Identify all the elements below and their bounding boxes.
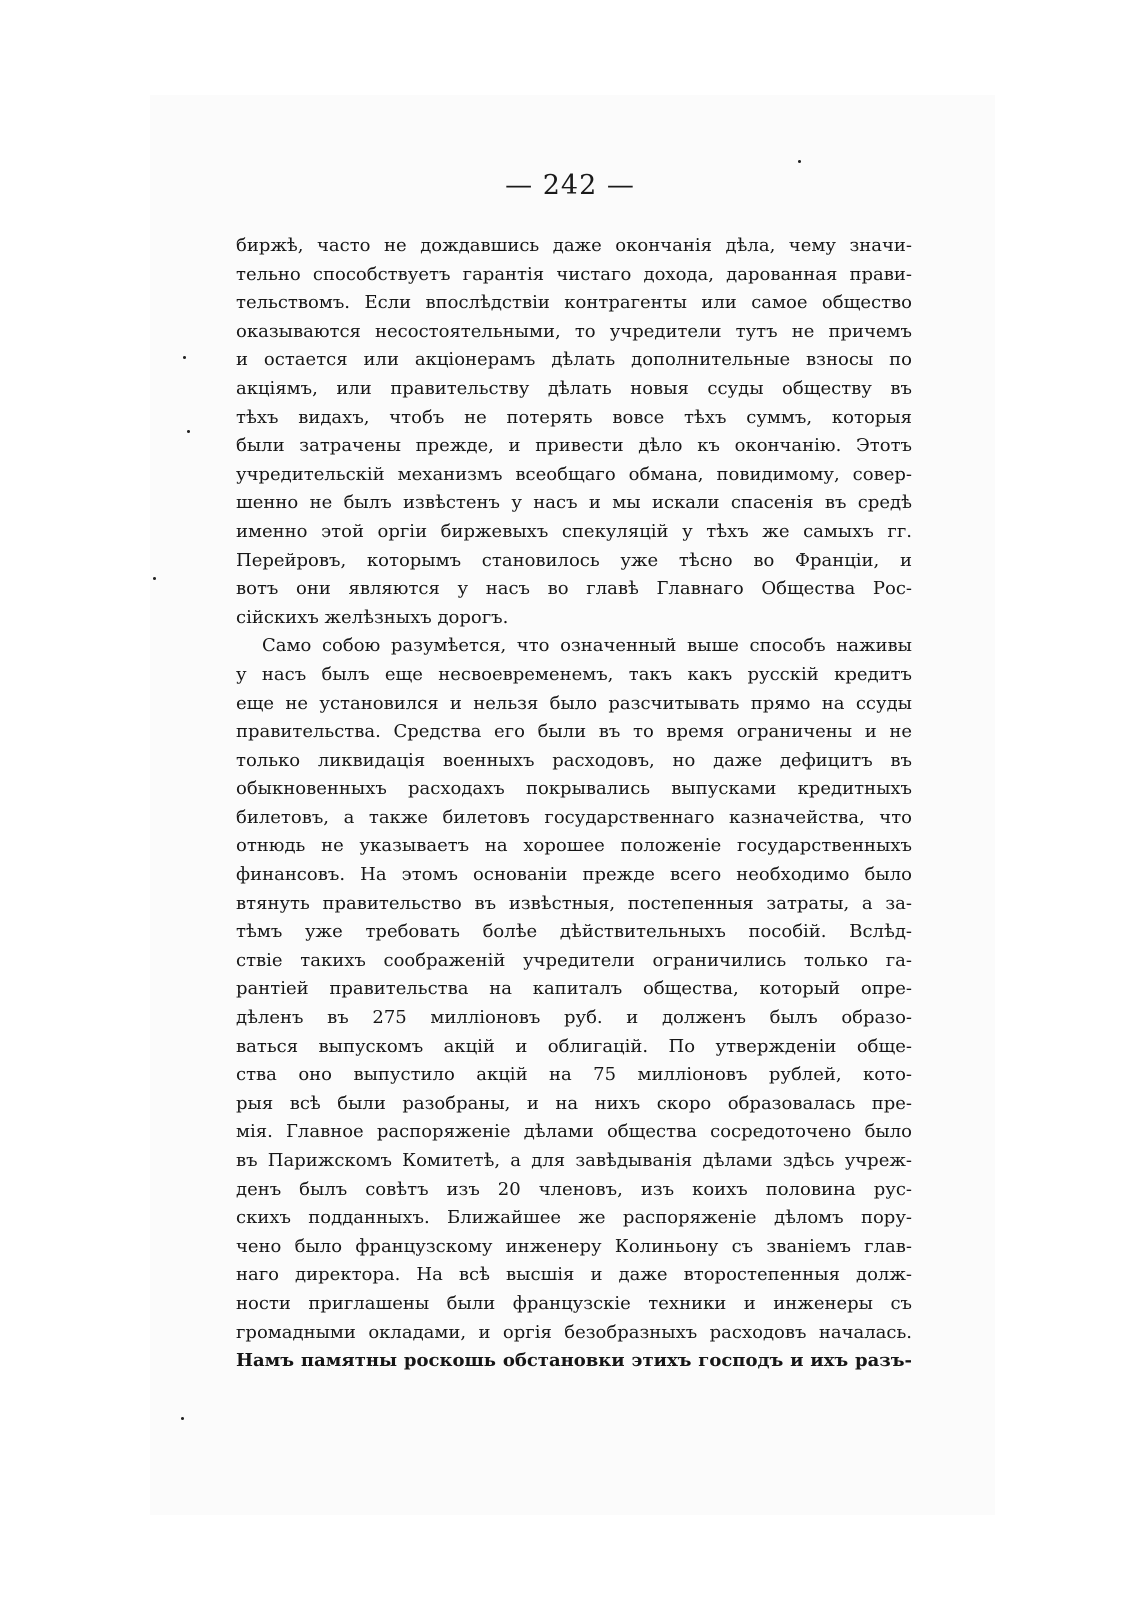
text-line: еще не установился и нельзя было разсчитывать прямо на ссуды — [236, 692, 912, 714]
scan-speck — [153, 577, 156, 580]
text-line: финансовъ. На этомъ основаніи прежде всего необходимо было — [236, 864, 912, 886]
text-line: скихъ подданныхъ. Ближайшее же распоряженіе дѣломъ пору- — [236, 1207, 912, 1229]
scan-speck — [187, 430, 190, 433]
text-line: тѣмъ уже требовать болѣе дѣйствительныхъ пособій. Вслѣд- — [236, 921, 912, 943]
text-line: у насъ былъ еще несвоевременемъ, такъ какъ русскій кредитъ — [236, 663, 912, 685]
text-line: оказываются несостоятельными, то учредители тутъ не причемъ — [236, 320, 912, 342]
text-line: рантіей правительства на капиталъ общества, который опре- — [236, 978, 912, 1000]
text-line: были затрачены прежде, и привести дѣло къ окончанію. Этотъ — [236, 435, 912, 457]
text-line: тѣхъ видахъ, чтобъ не потерять вовсе тѣхъ суммъ, которыя — [236, 406, 912, 428]
text-line: ности приглашены были французскіе техники и инженеры съ — [236, 1292, 912, 1314]
text-line: сійскихъ желѣзныхъ дорогъ. — [236, 606, 509, 628]
text-line: Перейровъ, которымъ становилось уже тѣсно во Франціи, и — [236, 549, 912, 571]
text-line: рыя всѣ были разобраны, и на нихъ скоро образовалась пре- — [236, 1092, 912, 1114]
text-line: денъ былъ совѣтъ изъ 20 членовъ, изъ коихъ половина рус- — [236, 1178, 912, 1200]
scan-speck — [183, 356, 186, 359]
text-line: акціямъ, или правительству дѣлать новыя ссуды обществу въ — [236, 377, 912, 399]
text-line: Намъ памятны роскошь обстановки этихъ господъ и ихъ разъ- — [236, 1350, 912, 1372]
text-line: ваться выпускомъ акцій и облигацій. По утвержденіи обще- — [236, 1035, 912, 1057]
text-line: ства оно выпустило акцій на 75 милліоновъ рублей, кото- — [236, 1064, 912, 1086]
text-line: громадными окладами, и оргія безобразныхъ расходовъ началась. — [236, 1321, 912, 1343]
text-line: только ликвидація военныхъ расходовъ, но даже дефицитъ въ — [236, 749, 912, 771]
text-line: именно этой оргіи биржевыхъ спекуляцій у тѣхъ же самыхъ гг. — [236, 520, 912, 542]
text-line: отнюдь не указываетъ на хорошее положеніе государственныхъ — [236, 835, 912, 857]
text-line: втянуть правительство въ извѣстныя, постепенныя затраты, а за- — [236, 892, 912, 914]
text-line: мія. Главное распоряженіе дѣлами общества сосредоточено было — [236, 1121, 912, 1143]
scan-speck — [798, 160, 801, 163]
text-line: обыкновенныхъ расходахъ покрывались выпусками кредитныхъ — [236, 778, 912, 800]
text-line: тельно способствуетъ гарантія чистаго дохода, дарованная прави- — [236, 263, 912, 285]
text-line: биржѣ, часто не дождавшись даже окончанія дѣла, чему значи- — [236, 235, 912, 256]
text-line: чено было французскому инженеру Колиньону съ званіемъ глав- — [236, 1235, 912, 1257]
text-line: Само собою разумѣется, что означенный выше способъ наживы — [262, 635, 912, 657]
page-number: — 242 — — [505, 170, 635, 201]
body-text — [236, 232, 912, 1376]
text-line: и остается или акціонерамъ дѣлать дополнительные взносы по — [236, 349, 912, 371]
text-line: наго директора. На всѣ высшія и даже второстепенныя долж- — [236, 1264, 912, 1286]
scan-speck — [181, 1417, 184, 1420]
text-line: вотъ они являются у насъ во главѣ Главнаго Общества Рос- — [236, 578, 912, 600]
text-line: билетовъ, а также билетовъ государственнаго казначейства, что — [236, 806, 912, 828]
text-line: шенно не былъ извѣстенъ у насъ и мы искали спасенія въ средѣ — [236, 492, 912, 514]
text-line: въ Парижскомъ Комитетѣ, а для завѣдыванія дѣлами здѣсь учреж- — [236, 1150, 912, 1171]
text-line: тельствомъ. Если впослѣдствіи контрагенты или самое общество — [236, 292, 912, 314]
text-line: учредительскій механизмъ всеобщаго обмана, повидимому, совер- — [236, 463, 912, 485]
text-line: дѣленъ въ 275 милліоновъ руб. и долженъ былъ образо- — [236, 1007, 912, 1029]
text-line: правительства. Средства его были въ то время ограничены и не — [236, 721, 912, 743]
text-line: ствіе такихъ соображеній учредители ограничились только га- — [236, 949, 912, 971]
